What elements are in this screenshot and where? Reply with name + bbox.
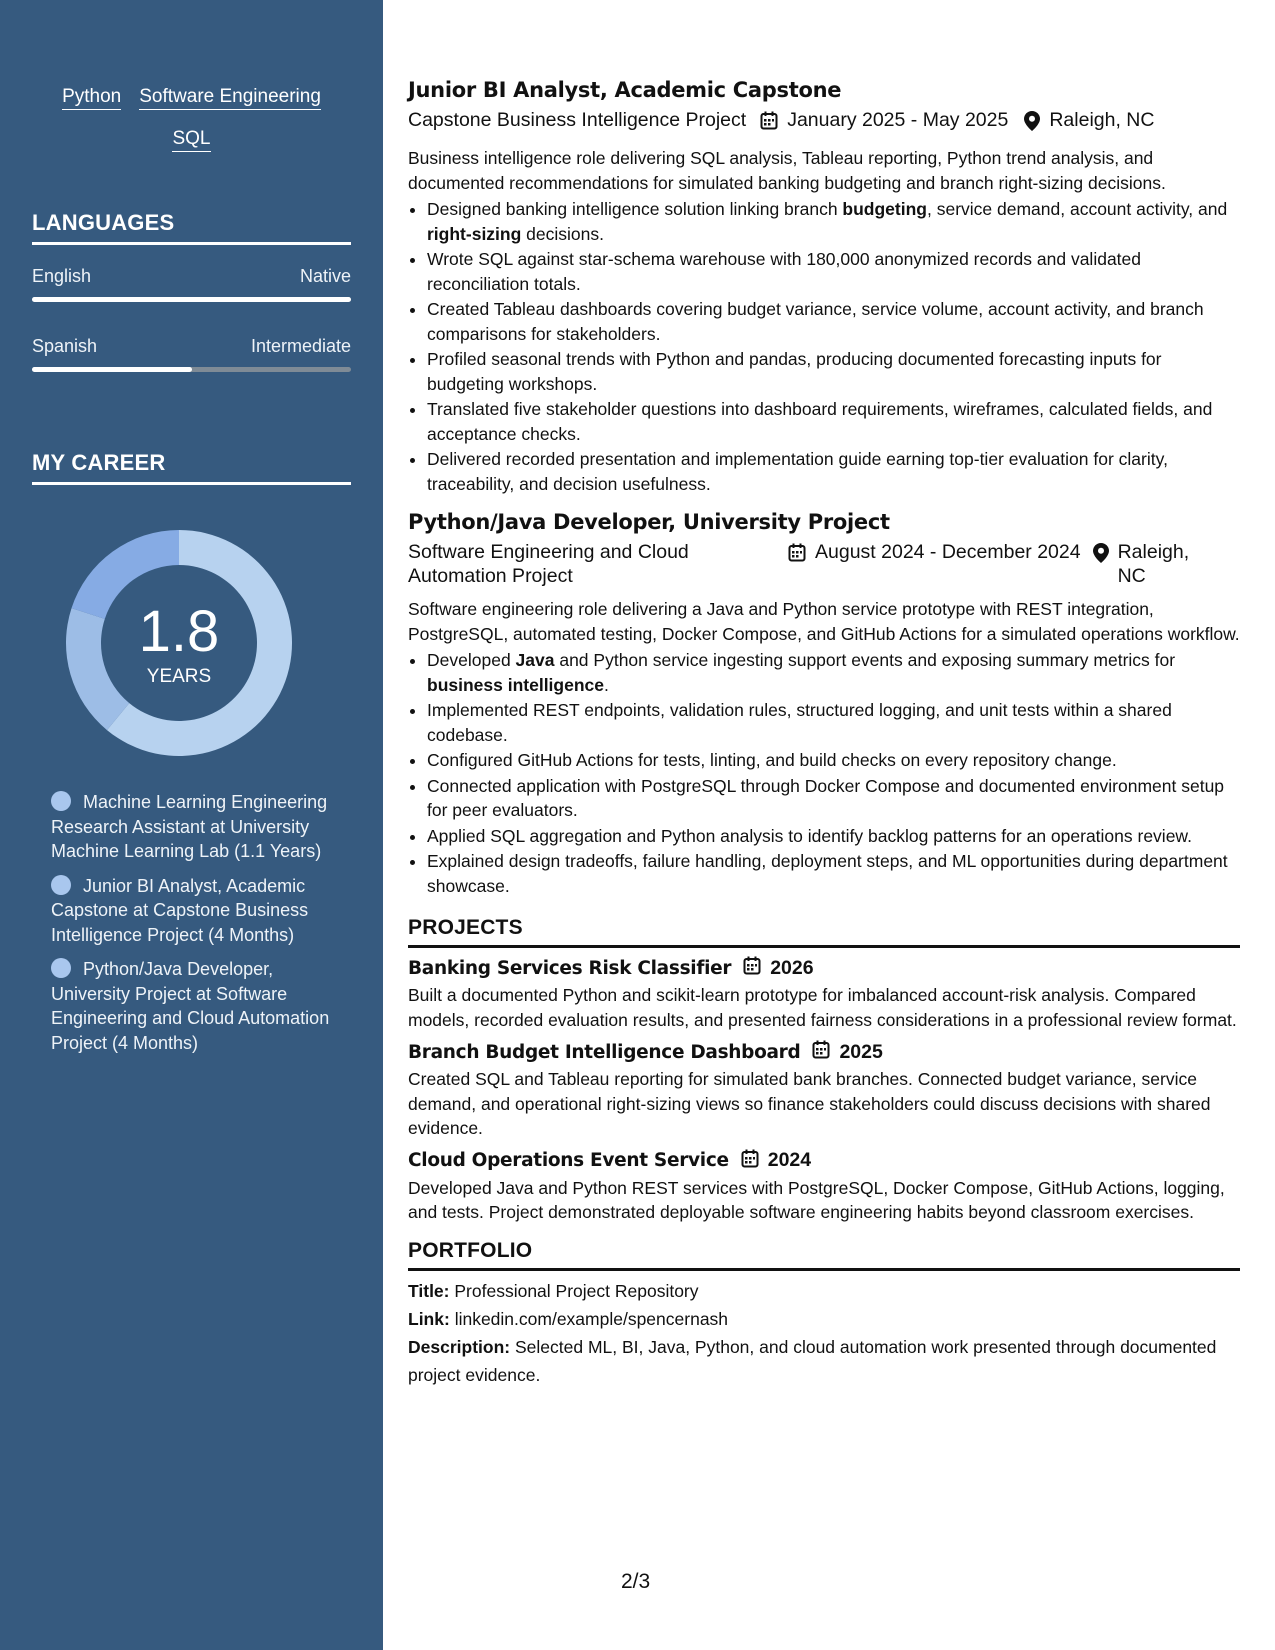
calendar-icon xyxy=(760,111,778,136)
project-year: 2026 xyxy=(770,956,814,979)
calendar-icon xyxy=(812,1040,830,1064)
job-bullet: • Wrote SQL against star-schema warehouse with 180,000 anonymized records and validated reconciliation totals. xyxy=(427,247,1240,296)
language-level: Native xyxy=(299,266,351,286)
job-location: Raleigh, NC xyxy=(1049,109,1155,131)
career-item-text: Machine Learning Engineering Research Assistant at University Machine Learning Lab (1.1 Years) xyxy=(51,792,328,861)
project-entry xyxy=(408,956,1240,1032)
career-total-unit: YEARS xyxy=(146,666,212,687)
job-entry xyxy=(408,510,1240,898)
project-year: 2025 xyxy=(839,1040,883,1063)
portfolio-link[interactable]: linkedin.com/example/spencernash xyxy=(454,1308,729,1329)
language-proficiency-fill xyxy=(32,297,351,302)
job-bullet: • Profiled seasonal trends with Python and pandas, producing documented forecasting inputs for budgeting workshops. xyxy=(427,347,1240,396)
career-list xyxy=(51,790,331,1065)
portfolio-title-line xyxy=(408,1277,1240,1305)
location-pin-icon xyxy=(1024,111,1040,137)
skill-tag[interactable]: Python xyxy=(62,86,121,110)
job-bullet: • Designed banking intelligence solution linking branch budgeting, service demand, account activity, and right-sizing decisions. xyxy=(427,197,1240,246)
project-entry xyxy=(408,1149,1240,1225)
career-item xyxy=(51,790,331,864)
portfolio-title-label: Title: xyxy=(408,1280,450,1301)
project-entry xyxy=(408,1040,1240,1141)
portfolio-section xyxy=(408,1277,1240,1389)
project-name: Banking Services Risk Classifier xyxy=(408,957,732,979)
project-name: Branch Budget Intelligence Dashboard xyxy=(408,1041,801,1063)
job-bullets xyxy=(408,197,1240,496)
portfolio-heading: PORTFOLIO xyxy=(408,1239,1240,1271)
job-dates: January 2025 - May 2025 xyxy=(787,109,1009,131)
language-item xyxy=(32,266,351,302)
project-description: Created SQL and Tableau reporting for simulated bank branches. Connected budget variance, service demand, and operational right-sizing views so finance stakeholders could discuss decisions with shared evidence. xyxy=(408,1069,1211,1138)
job-bullet: • Explained design tradeoffs, failure handling, deployment steps, and ML opportunities during department showcase. xyxy=(427,849,1240,898)
job-bullet: • Configured GitHub Actions for tests, linting, and build checks on every repository change. xyxy=(427,748,1240,773)
portfolio-description: Selected ML, BI, Java, Python, and cloud automation work presented through documented project evidence. xyxy=(408,1336,1217,1385)
career-item xyxy=(51,957,331,1055)
career-item-text: Junior BI Analyst, Academic Capstone at Capstone Business Intelligence Project (4 Months) xyxy=(51,875,309,945)
project-name: Cloud Operations Event Service xyxy=(408,1150,729,1171)
job-bullet: • Applied SQL aggregation and Python analysis to identify backlog patterns for an operations review. xyxy=(427,824,1240,849)
job-title: Python/Java Developer, University Project xyxy=(408,510,890,534)
job-meta xyxy=(408,540,1240,588)
skill-tag[interactable]: SQL xyxy=(172,128,210,152)
portfolio-description-label: Description: xyxy=(408,1336,511,1357)
location-pin-icon xyxy=(1093,543,1109,569)
calendar-icon xyxy=(741,1149,759,1173)
job-entry xyxy=(408,78,1240,496)
project-description: Built a documented Python and scikit-learn prototype for imbalanced account-risk analysis. Compared models, recorded evaluation results, and presented fairness considerations in a professional review format. xyxy=(408,985,1237,1030)
job-location: Raleigh, NC xyxy=(1117,541,1190,587)
job-bullet: • Developed Java and Python service ingesting support events and exposing summary metrics for business intelligence. xyxy=(427,648,1240,697)
job-bullet: • Delivered recorded presentation and implementation guide earning top-tier evaluation for clarity, traceability, and decision usefulness. xyxy=(427,447,1240,496)
job-bullet: • Connected application with PostgreSQL through Docker Compose and documented environment setup for peer evaluators. xyxy=(427,774,1240,823)
portfolio-link-line xyxy=(408,1305,1240,1333)
job-company: Software Engineering and Cloud Automation Project xyxy=(408,541,689,587)
project-description: Developed Java and Python REST services with PostgreSQL, Docker Compose, GitHub Actions, logging, and tests. Project demonstrated deployable software engineering habits beyond classroom exercises. xyxy=(408,1177,1225,1222)
job-bullet: • Translated five stakeholder questions into dashboard requirements, wireframes, calculated fields, and acceptance checks. xyxy=(427,397,1240,446)
main-content xyxy=(408,78,1240,1389)
career-item-text: Python/Java Developer, University Project at Software Engineering and Cloud Automation Project (4 Months) xyxy=(51,959,330,1053)
language-proficiency-bar xyxy=(32,297,351,302)
job-bullets xyxy=(408,648,1240,898)
job-bullet: • Implemented REST endpoints, validation rules, structured logging, and unit tests within a shared codebase. xyxy=(427,698,1240,747)
skills-list xyxy=(32,86,351,170)
project-year: 2024 xyxy=(767,1149,812,1171)
bullet-dot-icon xyxy=(51,958,71,978)
portfolio-title: Professional Project Repository xyxy=(454,1280,699,1301)
job-description: Business intelligence role delivering SQL analysis, Tableau reporting, Python trend analysis, and documented recommendations for simulated banking budgeting and branch right-sizing decisions. xyxy=(408,148,1166,193)
calendar-icon xyxy=(743,956,761,980)
language-proficiency-bar xyxy=(32,367,351,372)
job-bullet: • Created Tableau dashboards covering budget variance, service volume, account activity, and branch comparisons for stakeholders. xyxy=(427,297,1240,346)
bullet-dot-icon xyxy=(51,791,71,811)
skill-tag[interactable]: Software Engineering xyxy=(139,86,321,110)
job-description: Software engineering role delivering a Java and Python service prototype with REST integration, PostgreSQL, automated testing, Docker Compose, and GitHub Actions for a simulated operations workflow. xyxy=(408,599,1240,644)
job-title: Junior BI Analyst, Academic Capstone xyxy=(408,78,842,102)
language-proficiency-fill xyxy=(32,367,192,372)
page-number: 2/3 xyxy=(621,1570,651,1593)
projects-heading: PROJECTS xyxy=(408,916,1240,948)
calendar-icon xyxy=(788,543,806,568)
language-level: Intermediate xyxy=(250,336,351,356)
languages-heading: LANGUAGES xyxy=(32,210,351,245)
language-name: English xyxy=(32,266,92,286)
job-company: Capstone Business Intelligence Project xyxy=(408,109,747,131)
career-donut-chart xyxy=(66,530,292,756)
language-item xyxy=(32,336,351,372)
language-name: Spanish xyxy=(32,336,98,356)
portfolio-description-line xyxy=(408,1333,1240,1389)
career-heading: MY CAREER xyxy=(32,450,351,485)
job-dates: August 2024 - December 2024 xyxy=(815,541,1081,563)
career-item xyxy=(51,874,331,948)
portfolio-link-label: Link: xyxy=(408,1308,450,1329)
career-total-value: 1.8 xyxy=(138,599,220,664)
sidebar xyxy=(0,0,383,1650)
job-meta xyxy=(408,108,1240,137)
bullet-dot-icon xyxy=(51,875,71,895)
